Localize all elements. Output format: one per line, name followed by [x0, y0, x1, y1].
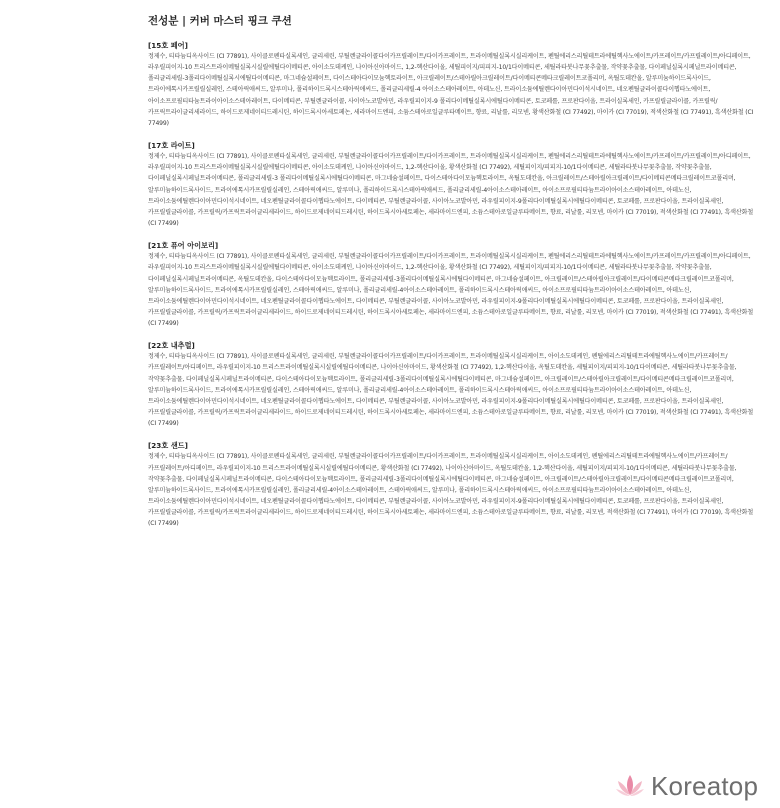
- ingredient-page: [148, 14, 760, 540]
- ingredient-list: 정제수, 티타늄디옥사이드 (CI 77891), 사이클로펜타실록세인, 글리세린, 부틸렌글라이콜다이카프릴레이트/다이카프레이트, 트라이메틸실록시실리케이트, 아이소도데케인, 펜틸에리스리틸테트라에틸헥사노에이트/카프레이트/카프릴레이트/아디페이트, 라우릴피이지-10 트리스트라이메틸실록시실릴에틸다이메티콘, 나이아신아마이드, 황색산화철 (CI 77492), 1,2-헥산다이올, 옥틸도데칸올, 세틸피이지/피피지-10/1다이메티콘, 세틸라타붓나무꽃추출물, 작약꽃추출물, 다이페닐실록시페닐트라이메티콘, 다이스테아다이모늄헥토라이트, 폴리글리세릴-3폴리다이메틸실록시에틸다이메티콘, 마그네슘설페이트, 아크릴레이트/스테아릴아크릴레이트/다이메티콘메타크릴레이트코폴리머, 알루미늄하이드록사이드, 트라이에톡시카프릴릴실레인, 스테아릭애씨드, 알루미나, 폴리글리세릴-4아이소스테아레이트, 폴리하이드록시스테아릭애씨드, 아이소프로필티타늄트라이아이소스테아레이트, 아데노신, 트라이소듐에틸렌다이아민다이석시네이트, 네오펜틸글라이콜다이헵타노에이트, 다이메티콘, 부틸렌글라이콜, 사이아노코발아민, 라우릴피이지-9폴리다이메틸실록시에틸다이메티콘, 토코페롤, 프로판다이올, 트라이실록세인, 카프릴릴글라이콜, 카프릴릭/카프릭트라이글리세라이드, 하이드로제네이티드레시틴, 하이드록시아세토페논, 세라마이드엔피, 소듐스테아로일글루타메이트, 향료, 리날룰, 리모넨, 마이카 (CI 77019), 적색산화철 (CI 77491), 흑색산화철 (CI 77499): [148, 353, 754, 428]
- watermark-text: Koreatop: [651, 771, 759, 801]
- ingredient-section: [148, 340, 760, 429]
- section-heading: [23호 샌드]: [148, 441, 188, 451]
- ingredient-list: 정제수, 티타늄디옥사이드 (CI 77891), 사이클로펜타실록세인, 글리세린, 부틸렌글라이콜다이카프릴레이트/다이카프레이트, 트라이메틸실록시실리케이트, 펜틸에리스리틸테트라에틸헥사노에이트/카프레이트/카프릴레이트/아디페이트, 라우릴피이지-10 트리스트라이메틸실록시실릴에틸다이메티콘, 아이소도데케인, 나이아신아마이드, 1,2-헥산다이올, 황색산화철 (CI 77492), 세틸피이지/피피지-10/1다이메티콘, 세틸라타붓나무꽃추출물, 작약꽃추출물, 다이페닐실록시페닐트라이메티콘, 옥틸도데칸올, 다이스테아다이모늄헥토라이트, 폴리글리세릴-3폴리다이메틸실록시에틸다이메티콘, 마그네슘설페이트, 아크릴레이트/스테아릴아크릴레이트/다이메티콘메타크릴레이트코폴리머, 알루미늄하이드록사이드, 트라이에톡시카프릴릴실레인, 스테아릭애씨드, 알루미나, 폴리글리세릴-4아이소스테아레이트, 폴리하이드록시스테아릭애씨드, 아이소프로필티타늄트라이아이소스테아레이트, 아데노신, 트라이소듐에틸렌다이아민다이석시네이트, 네오펜틸글라이콜다이헵타노에이트, 다이메티콘, 부틸렌글라이콜, 사이아노코발아민, 라우릴피이지-9폴리다이메틸실록시에틸다이메티콘, 토코페롤, 프로판다이올, 트라이실록세인, 카프릴릴글라이콜, 카프릴릭/카프릭트라이글리세라이드, 하이드로제네이티드레시틴, 하이드록시아세토페논, 세라마이드엔피, 소듐스테아로일글루타메이트, 향료, 리날룰, 리모넨, 마이카 (CI 77019), 적색산화철 (CI 77491), 흑색산화철 (CI 77499): [148, 253, 754, 328]
- page-title: 전성분 | 커버 마스터 핑크 쿠션: [148, 15, 292, 27]
- ingredient-section: [148, 40, 760, 129]
- section-heading: [21호 퓨어 아이보리]: [148, 241, 219, 251]
- ingredient-section: [148, 240, 760, 329]
- watermark-logo: [615, 771, 758, 801]
- ingredient-list: 정제수, 티타늄디옥사이드 (CI 77891), 사이클로펜타실록세인, 글리세린, 부틸렌글라이콜다이카프릴레이트/다이카프레이트, 트라이메틸실록시실리케이트, 펜틸에리스리틸테트라에틸헥사노에이트/카프레이트/카프릴레이트/아디페이트, 라우릴피이지-10 트리스트라이메틸실록시실릴에틸다이메티콘, 아이소도데케인, 나이아신아마이드, 1,2-헥산다이올, 황색산화철 (CI 77492), 세틸피이지/피피지-10/1다이메티콘, 세틸라타붓나무꽃추출물, 작약꽃추출물, 다이페닐실록시페닐트라이메티콘, 폴리글리세릴-3 폴리다이메틸실록시에틸다이메티콘, 마그네슘설페이트, 다이스테아다이모늄헥토라이트, 옥틸도데칸올, 아크릴레이트/스테아릴아크릴레이트/다이메티콘메타크릴레이트코폴리머, 알루미늄하이드록사이드, 트라이에톡시카프릴릴실레인, 스테아릭애씨드, 알루미나, 폴리하이드록시스테아릭애씨드, 폴리글리세릴-4아이소스테아레이트, 아이소프로필티타늄트라이아이소스테아레이트, 아데노신, 트라이소듐에틸렌다이아민다이석시네이트, 네오펜틸글라이콜다이헵타노에이트, 다이메티콘, 부틸렌글라이콜, 사이아노코발아민, 라우릴피이지-9폴리다이메틸실록시에틸다이메티콘, 토코페롤, 프로판다이올, 트라이실록세인, 카프릴릴글라이콜, 카프릴릭/카프릭트라이글리세라이드, 하이드로제네이티드레시틴, 하이드록시아세토페논, 세라마이드엔피, 소듐스테아로일글루타메이트, 향료, 리날룰, 리모넨, 마이카 (CI 77019), 적색산화철 (CI 77491), 흑색산화철 (CI 77499): [148, 153, 754, 228]
- ingredient-section: [148, 440, 760, 529]
- ingredient-list: 정제수, 티타늄디옥사이드 (CI 77891), 사이클로펜타실록세인, 글리세린, 부틸렌글라이콜다이카프릴레이트/다이카프레이트, 트라이메틸실록시실리케이트, 펜틸에리스리틸테트라에틸헥사노에이트/카프레이트/카프릴레이트/아디페이트, 라우릴피이지-10 트리스트라이메틸실록시실릴에틸다이메티콘, 아이소도데케인, 나이아신아마이드, 1,2-헥산다이올, 세틸피이지/피피지-10/1다이메티콘, 세틸라타붓나무꽃추출물, 작약꽃추출물, 다이페닐실록시페닐트라이메티콘, 폴리글리세릴-3폴리다이메틸실록시에틸다이메티콘, 마그네슘설페이트, 다이스테아다이모늄헥토라이트, 아크릴레이트/스테아릴아크릴레이트/다이메티콘메타크릴레이트코폴리머, 옥틸도데칸올, 알루미늄하이드록사이드, 트라이에톡시카프릴릴실레인, 스테아릭애씨드, 알루미나, 폴리하이드록시스테아릭애씨드, 폴리글리세릴-4 아이소스테아레이트, 아데노신, 트라이소듐에틸렌다이아민다이석시네이트, 네오펜틸글라이콜다이헵타노에이트, 아이소프로필티타늄트라이아이소스테아레이트, 다이메티콘, 부틸렌글라이콜, 사이아노코발아민, 라우릴피이지-9 폴리다이메틸실록시에틸다이메티콘, 토코페롤, 프로판다이올, 트라이실록세인, 카프릴릴글라이콜, 카프릴릭/카프릭트라이글리세라이드, 하이드로제네이티드레시틴, 하이드록시아세토페논, 세라마이드엔피, 소듐스테아로일글루타메이트, 향료, 리날룰, 리모넨, 황색산화철 (CI 77492), 마이카 (CI 77019), 적색산화철 (CI 77491), 흑색산화철 (CI 77499): [148, 53, 754, 127]
- ingredient-section: [148, 140, 760, 229]
- section-heading: [22호 내추럴]: [148, 341, 195, 351]
- section-heading: [17호 라이트]: [148, 141, 195, 151]
- ingredient-list: 정제수, 티타늄디옥사이드 (CI 77891), 사이클로펜타실록세인, 글리세린, 부틸렌글라이콜다이카프릴레이트/다이카프레이트, 트라이메틸실록시실리케이트, 아이소도데케인, 펜틸에리스리틸테트라에틸헥사노에이트/카프레이트/카프릴레이트/아디페이트, 라우릴피이지-10 트리스트라이메틸실록시실릴에틸다이메티콘, 황색산화철 (CI 77492), 나이아신아마이드, 옥틸도데칸올, 1,2-헥산다이올, 세틸피이지/피피지-10/1다이메티콘, 세틸라타붓나무꽃추출물, 작약꽃추출물, 다이페닐실록시페닐트라이메티콘, 다이스테아다이모늄헥토라이트, 폴리글리세릴-3폴리다이메틸실록시에틸다이메티콘, 마그네슘설페이트, 아크릴레이트/스테아릴아크릴레이트/다이메티콘메타크릴레이트코폴리머, 알루미늄하이드록사이드, 트라이에톡시카프릴릴실레인, 폴리글리세릴-4아이소스테아레이트, 스테아릭애씨드, 알루미나, 폴리하이드록시스테아릭애씨드, 아이소프로필티타늄트라이아이소스테아레이트, 아데노신, 트라이소듐에틸렌다이아민다이석시네이트, 네오펜틸글라이콜다이헵타노에이트, 다이메티콘, 부틸렌글라이콜, 사이아노코발아민, 라우릴피이지-9폴리다이메틸실록시에틸다이메티콘, 토코페롤, 프로판다이올, 트라이실록세인, 카프릴릴글라이콜, 카프릴릭/카프릭트라이글리세라이드, 하이드로제네이티드레시틴, 하이드록시아세토페논, 세라마이드엔피, 소듐스테아로일글루타메이트, 향료, 리날룰, 리모넨, 적색산화철 (CI 77491), 마이카 (CI 77019), 흑색산화철 (CI 77499): [148, 453, 754, 528]
- lotus-flower-icon: [615, 773, 645, 799]
- section-heading: [15호 페어]: [148, 41, 188, 50]
